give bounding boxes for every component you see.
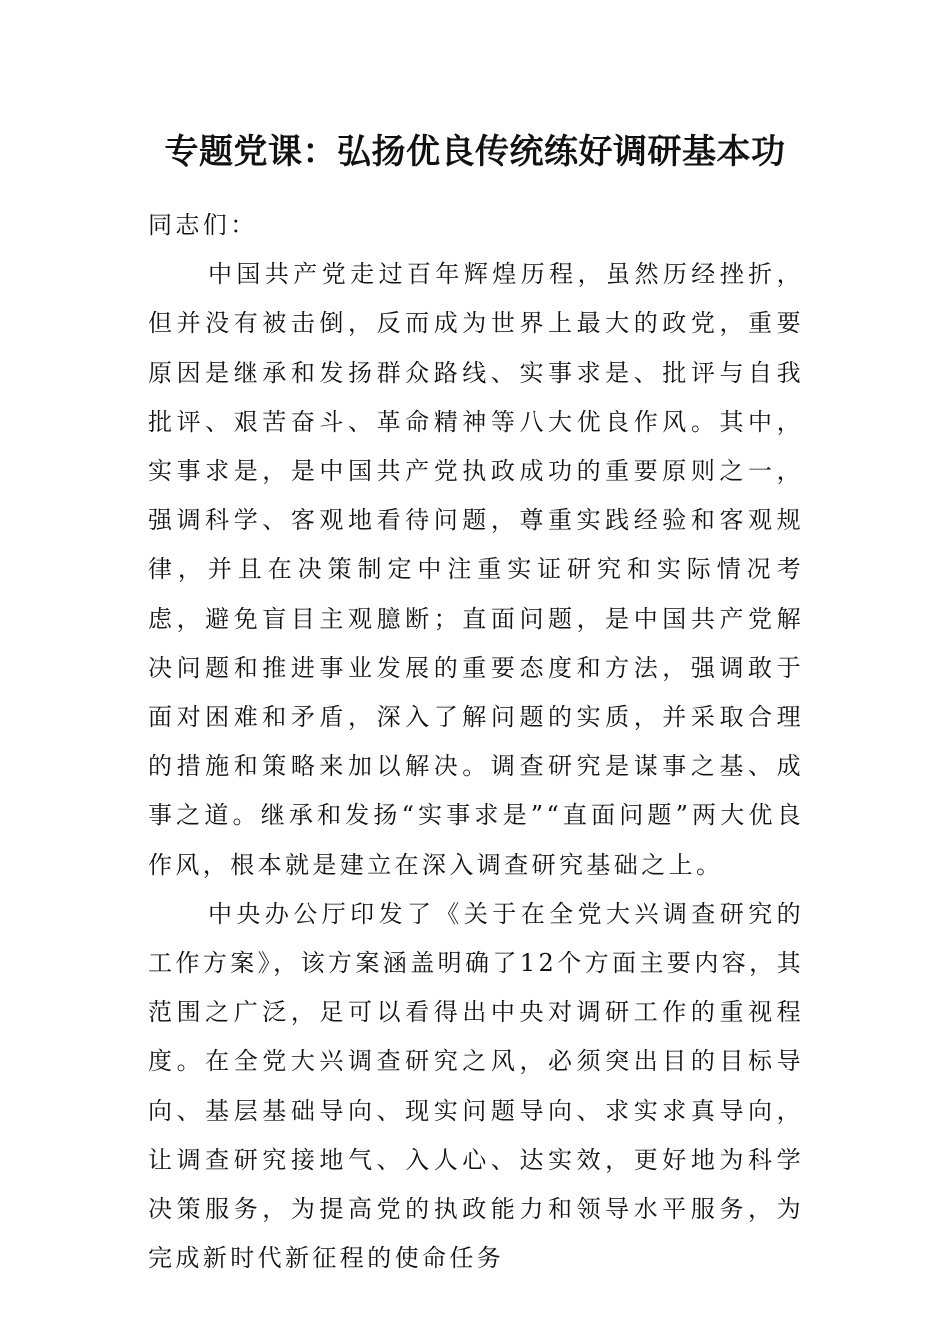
salutation: 同志们： xyxy=(148,211,258,239)
paragraph-2: 中央办公厅印发了《关于在全党大兴调查研究的工作方案》，该方案涵盖明确了12个方面主要内容，其范围之广泛，足可以看得出中央对调研工作的重视程度。在全党大兴调查研究之风，必须突出目的目标导向、基层基础导向、现实问题导向、求实求真导向，让调查研究接地气、入人心、达实效，更好地为科学决策服务，为提高党的执政能力和领导水平服务，为完成新时代新征程的使命任务 xyxy=(148,899,804,1273)
paragraph-1: 中国共产党走过百年辉煌历程，虽然历经挫折，但并没有被击倒，反而成为世界上最大的政党，重要原因是继承和发扬群众路线、实事求是、批评与自我批评、艰苦奋斗、革命精神等八大优良作风。其中，实事求是，是中国共产党执政成功的重要原则之一，强调科学、客观地看待问题，尊重实践经验和客观规律，并且在决策制定中注重实证研究和实际情况考虑，避免盲目主观臆断；直面问题，是中国共产党解决问题和推进事业发展的重要态度和方法，强调敢于面对困难和矛盾，深入了解问题的实质，并采取合理的措施和策略来加以解决。调查研究是谋事之基、成事之道。继承和发扬“实事求是”“直面问题”两大优良作风，根本就是建立在深入调查研究基础之上。 xyxy=(148,260,804,879)
document-title: 专题党课：弘扬优良传统练好调研基本功 xyxy=(164,132,786,172)
document-body xyxy=(148,201,804,1283)
